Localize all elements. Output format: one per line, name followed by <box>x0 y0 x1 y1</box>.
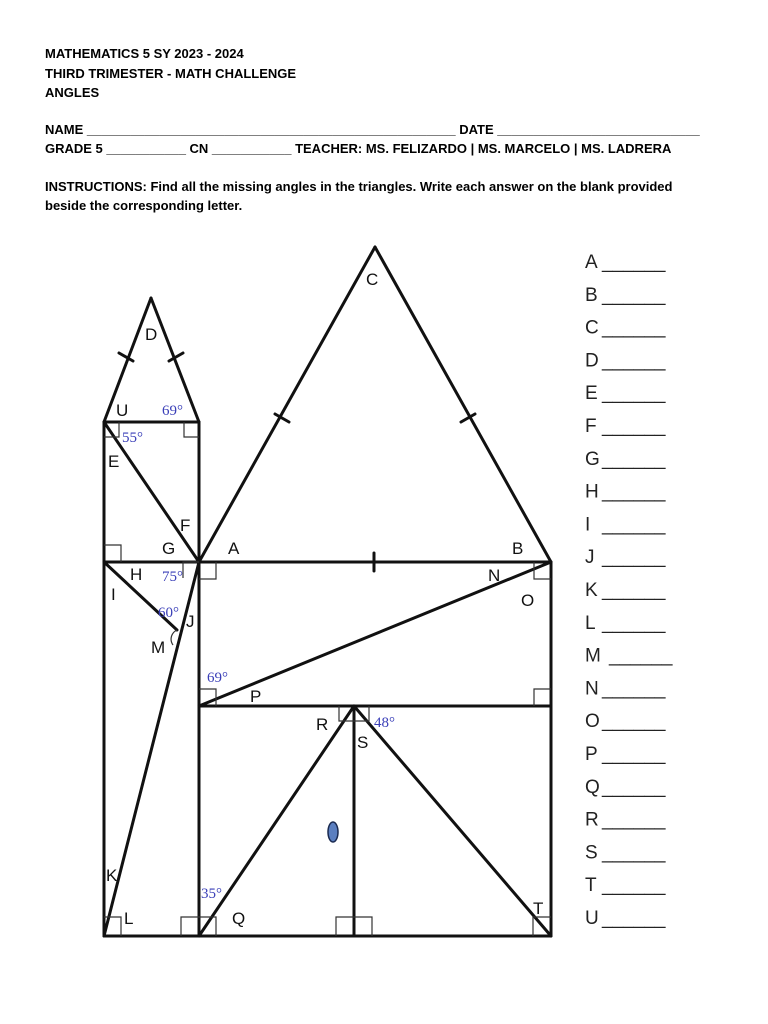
answer-letter: J <box>585 547 595 569</box>
answer-row-m <box>585 646 673 667</box>
answer-row-o <box>585 711 666 732</box>
answer-row-j <box>585 547 666 568</box>
point-label-c: C <box>366 270 379 289</box>
answer-row-r <box>585 810 666 831</box>
point-label-b: B <box>512 539 524 558</box>
answer-blank[interactable]: ______ <box>602 908 666 929</box>
answer-row-h <box>585 482 666 503</box>
diagonal-s-to-t <box>354 706 551 936</box>
point-label-n: N <box>488 566 501 585</box>
answer-letter: P <box>585 744 598 765</box>
answer-blank[interactable]: ______ <box>602 317 666 339</box>
answer-list <box>585 252 673 929</box>
given-angle-35: 35° <box>201 886 222 902</box>
answer-letter: F <box>585 416 597 437</box>
point-label-o: O <box>521 591 535 610</box>
answer-letter: Q <box>585 776 600 798</box>
answer-row-f <box>585 416 666 437</box>
answer-blank[interactable]: ______ <box>602 678 666 700</box>
answer-blank[interactable]: ______ <box>602 514 666 536</box>
point-label-u: U <box>116 401 129 420</box>
right-angle-mark <box>104 545 121 562</box>
worksheet-topic: ANGLES <box>45 85 100 100</box>
point-label-d: D <box>145 325 158 344</box>
instructions-line-1: INSTRUCTIONS: Find all the missing angles in the triangles. Write each answer on the blank provided <box>45 179 673 194</box>
point-label-t: T <box>533 899 544 918</box>
answer-row-c <box>585 318 666 339</box>
answer-blank[interactable]: ______ <box>602 842 666 864</box>
point-label-k: K <box>106 866 118 885</box>
answer-blank[interactable]: ______ <box>602 547 666 569</box>
answer-blank[interactable]: ______ <box>602 481 666 503</box>
given-angle-48: 48° <box>374 715 395 731</box>
given-angle-69-middle: 69° <box>207 670 228 686</box>
answer-blank[interactable]: ______ <box>602 776 666 798</box>
answer-letter: S <box>585 842 598 864</box>
answer-letter: A <box>585 252 598 273</box>
point-label-r: R <box>316 715 329 734</box>
point-label-j: J <box>186 612 195 631</box>
answer-blank[interactable]: ______ <box>602 580 666 601</box>
answer-blank[interactable]: ______ <box>602 612 666 634</box>
diagonal-q-to-r <box>199 706 354 936</box>
angle-arc-m <box>171 630 177 645</box>
answer-letter: K <box>585 580 598 601</box>
grade-teacher-line: GRADE 5 ___________ CN ___________ TEACHER: MS. FELIZARDO | MS. MARCELO | MS. LADRERA <box>45 141 672 156</box>
answer-blank[interactable]: ______ <box>602 809 666 831</box>
point-labels <box>106 270 543 928</box>
answer-blank[interactable]: ______ <box>602 416 666 437</box>
answer-blank[interactable]: ______ <box>602 744 666 765</box>
answer-letter: E <box>585 383 598 405</box>
answer-letter: C <box>585 317 599 339</box>
point-label-s: S <box>357 733 369 752</box>
point-label-m: M <box>151 638 166 657</box>
answer-letter: N <box>585 678 599 700</box>
answer-row-p <box>585 744 666 765</box>
big-triangle-left-side <box>199 247 375 562</box>
given-angle-55: 55° <box>122 430 143 446</box>
answer-row-n <box>585 678 666 699</box>
answer-blank[interactable]: ______ <box>602 252 666 273</box>
point-label-e: E <box>108 452 120 471</box>
answer-row-a <box>585 252 666 273</box>
answer-letter: B <box>585 284 598 306</box>
right-angle-mark <box>181 917 199 936</box>
answer-letter: G <box>585 448 600 470</box>
point-label-a: A <box>228 539 240 558</box>
answer-letter: I <box>585 514 591 536</box>
right-angle-mark <box>184 422 199 437</box>
point-label-f: F <box>180 516 191 535</box>
answer-row-b <box>585 285 666 306</box>
answer-row-d <box>585 350 666 371</box>
point-label-q: Q <box>232 909 246 928</box>
given-angle-69-top: 69° <box>162 403 183 419</box>
answer-letter: M <box>585 645 601 667</box>
answer-row-e <box>585 383 666 404</box>
point-label-i: I <box>111 585 116 604</box>
name-date-line: NAME ___________________________________________________ DATE ____________________________ <box>45 122 700 137</box>
right-angle-mark <box>336 917 354 936</box>
worksheet-trimester: THIRD TRIMESTER - MATH CHALLENGE <box>45 66 297 81</box>
worksheet-subject: MATHEMATICS 5 SY 2023 - 2024 <box>45 46 244 61</box>
diagonal-g-to-l <box>104 562 199 936</box>
big-triangle-right-side <box>375 247 551 562</box>
answer-letter: R <box>585 809 599 831</box>
answer-row-s <box>585 842 666 863</box>
right-angle-mark <box>534 689 551 706</box>
answer-blank[interactable]: ______ <box>602 711 666 733</box>
answer-blank[interactable]: ______ <box>602 383 666 405</box>
answer-letter: L <box>585 612 596 634</box>
point-label-g: G <box>162 539 176 558</box>
answer-row-i <box>585 514 666 535</box>
instructions-line-2: beside the corresponding letter. <box>45 198 243 213</box>
answer-row-g <box>585 449 666 470</box>
diagonal-u-to-g <box>104 422 199 562</box>
answer-letter: O <box>585 711 600 733</box>
right-angle-mark <box>354 917 372 936</box>
answer-blank[interactable]: ______ <box>602 350 666 372</box>
answer-row-u <box>585 908 666 929</box>
given-angle-75: 75° <box>162 569 183 585</box>
answer-row-k <box>585 580 666 601</box>
answer-letter: H <box>585 481 599 503</box>
answer-blank[interactable]: ______ <box>602 875 666 897</box>
answer-blank[interactable]: ______ <box>602 448 666 470</box>
given-angle-60: 60° <box>158 605 179 621</box>
answer-blank[interactable]: ______ <box>609 645 673 667</box>
right-angle-mark <box>199 562 216 579</box>
answer-letter: D <box>585 350 599 372</box>
point-label-h: H <box>130 565 143 584</box>
answer-row-q <box>585 777 666 798</box>
answer-blank[interactable]: ______ <box>602 284 666 306</box>
point-label-l: L <box>124 909 134 928</box>
oval-mark-icon <box>328 822 338 842</box>
point-label-p: P <box>250 687 262 706</box>
answer-letter: T <box>585 875 597 897</box>
answer-letter: U <box>585 908 599 929</box>
answer-row-l <box>585 613 666 634</box>
answer-row-t <box>585 875 666 896</box>
